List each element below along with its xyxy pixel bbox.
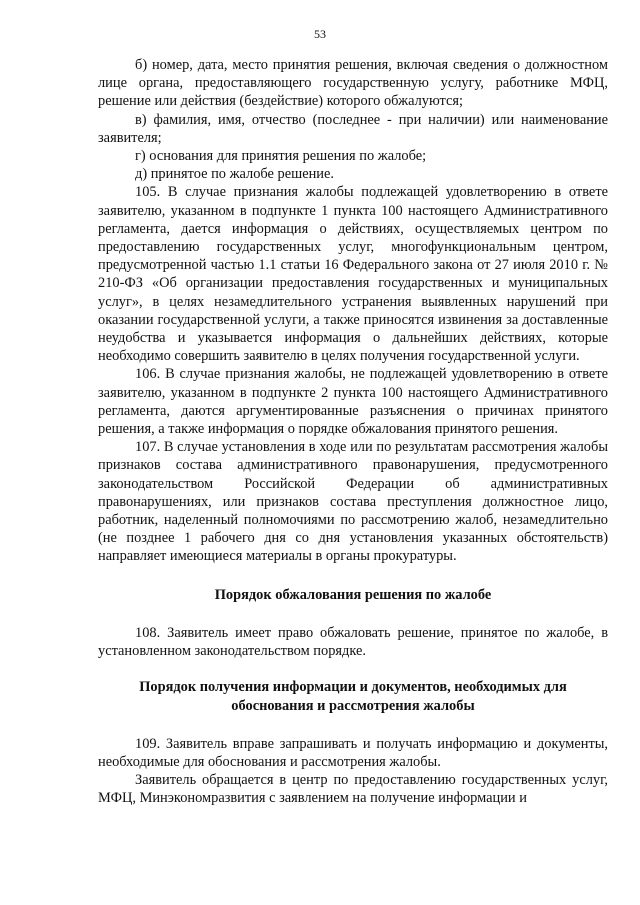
paragraph-107: 107. В случае установления в ходе или по результатам рассмотрения жалобы признаков состава административного правонарушения, предусмотренного законодательством Российской Федерации об административных правонарушениях, или признаков состава преступления должностное лицо, работник, наделенный полномочиями по рассмотрению жалоб, незамедлительно (не позднее 1 рабочего дня со дня установления указанных обстоятельств) направляет имеющиеся материалы в органы прокуратуры.: [98, 439, 608, 565]
section-heading-info-procedure-line1: Порядок получения информации и документов, необходимых для: [139, 679, 567, 696]
document-body: [98, 56, 608, 808]
paragraph-item-b: б) номер, дата, место принятия решения, включая сведения о должностном лице органа, предоставляющего государственную услугу, работнике МФЦ, решение или действия (бездействие) которого обжалуются;: [98, 57, 608, 110]
paragraph-105: 105. В случае признания жалобы подлежащей удовлетворению в ответе заявителю, указанном в подпункте 1 пункта 100 настоящего Административного регламента, дается информация о действиях, осуществляемых центром по предоставлению государственных услуг, многофункциональным центром, предусмотренной частью 1.1 статьи 16 Федерального закона от 27 июля 2010 г. № 210-ФЗ «Об организации предоставления государственных и муниципальных услуг», в целях незамедлительного устранения выявленных нарушений при оказании государственной услуги, а также приносятся извинения за доставленные неудобства и указывается информация о дальнейших действиях, которые необходимо совершить заявителю в целях получения государственной услуги.: [98, 184, 608, 365]
paragraph-109: 109. Заявитель вправе запрашивать и получать информацию и документы, необходимые для обоснования и рассмотрения жалобы.: [98, 735, 608, 770]
section-heading-appeal-procedure: Порядок обжалования решения по жалобе: [214, 586, 492, 603]
paragraph-item-d: д) принятое по жалобе решение.: [135, 166, 334, 183]
paragraph-item-v: в) фамилия, имя, отчество (последнее - при наличии) или наименование заявителя;: [98, 111, 608, 146]
paragraph-applicant-request: Заявитель обращается в центр по предоставлению государственных услуг, МФЦ, Минэкономразвития с заявлением на получение информации и: [98, 772, 608, 807]
paragraph-108: 108. Заявитель имеет право обжаловать решение, принятое по жалобе, в установленном законодательством порядке.: [98, 624, 608, 660]
paragraph-item-g: г) основания для принятия решения по жалобе;: [135, 148, 427, 165]
page-number: 53: [314, 27, 326, 41]
paragraph-106: 106. В случае признания жалобы, не подлежащей удовлетворению в ответе заявителю, указанном в подпункте 2 пункта 100 настоящего Административного регламента, даются аргументированные разъяснения о причинах принятого решения, а также информация о порядке обжалования принятого решения.: [98, 366, 608, 438]
section-heading-info-procedure-line2: обоснования и рассмотрения жалобы: [231, 697, 475, 714]
